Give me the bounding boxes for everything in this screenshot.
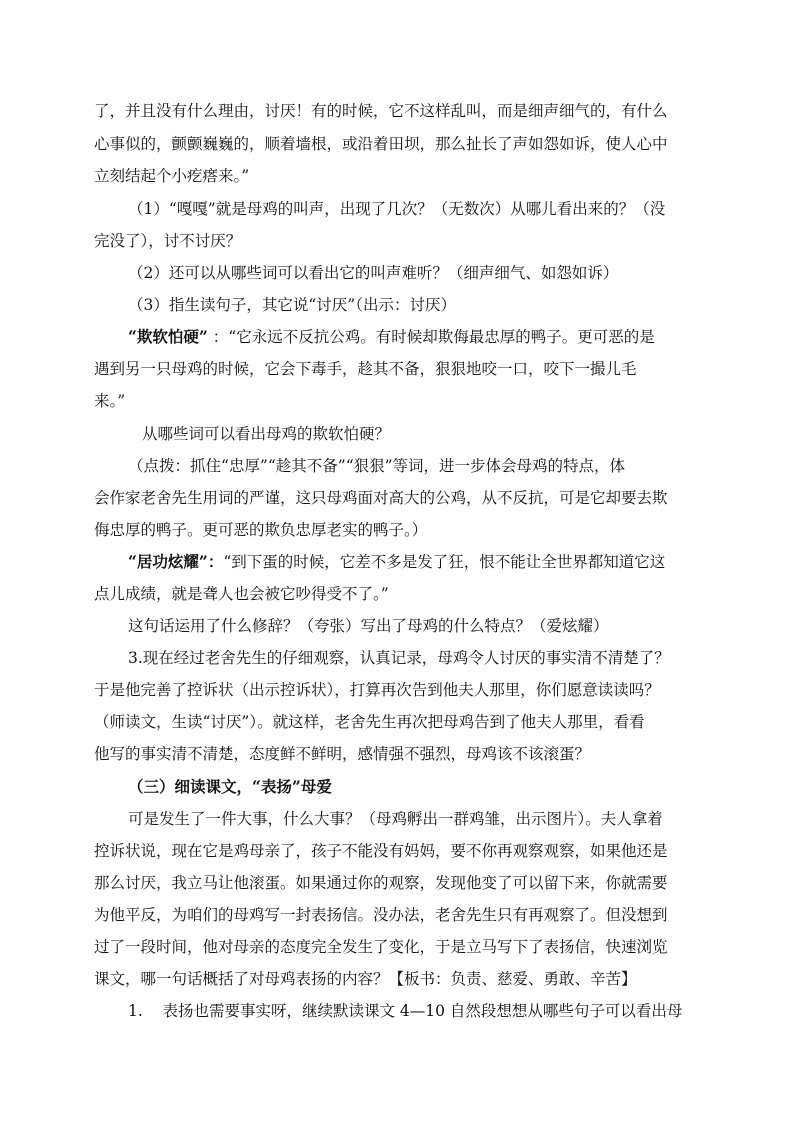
paragraph-line <box>128 548 794 576</box>
paragraph-line: 点儿成绩，就是聋人也会被它吵得受不了。” <box>94 585 389 603</box>
paragraph-line: （点拨：抓住“忠厚”“趁其不备”“狠狠”等词，进一步体会母鸡的特点，体 <box>128 457 626 475</box>
paragraph-line: 课文，哪一句话概括了对母鸡表扬的内容？【板书：负责、慈爱、勇敢、辛苦】 <box>94 970 637 988</box>
paragraph-line: 这句话运用了什么修辞？（夸张）写出了母鸡的什么特点？（爱炫耀） <box>128 617 609 635</box>
paragraph-line: 可是发生了一件大事，什么大事？（母鸡孵出一群鸡雏，出示图片）。夫人拿着 <box>128 810 663 828</box>
line-text: “到下蛋的时候，它差不多是发了狂，恨不能让全世界都知道它这 <box>223 553 666 571</box>
paragraph-line: 心事似的，颤颤巍巍的，顺着墙根，或沿着田坝，那么扯长了声如怨如诉，使人心中 <box>94 135 668 153</box>
paragraph-line: 立刻结起个小疙瘩来。” <box>94 167 250 185</box>
line-text: ：“它永远不反抗公鸡。有时候却欺侮最忠厚的鸭子。更可恶的是 <box>207 328 655 346</box>
paragraph-line: 控诉状说，现在它是鸡母亲了，孩子不能没有妈妈，要不你再观察观察，如果他还是 <box>94 842 668 860</box>
paragraph-line: 于是他完善了控诉状（出示控诉状），打算再次告到他夫人那里，你们愿意读读吗？ <box>94 681 660 699</box>
paragraph-line: 遇到另一只母鸡的时候，它会下毒手，趁其不备，狠狠地咬一口，咬下一撮儿毛 <box>94 360 637 378</box>
paragraph-line: 过了一段时间，他对母亲的态度完全发生了变化，于是立马写下了表扬信，快速浏览 <box>94 938 668 956</box>
section-heading: （三）细读课文，“表扬”母爱 <box>128 777 332 796</box>
bold-phrase: “欺软怕硬” <box>128 327 208 346</box>
paragraph-line: （1）“嘎嘎”就是母鸡的叫声，出现了几次？（无数次）从哪儿看出来的？（没 <box>128 200 666 218</box>
paragraph-line <box>128 323 794 351</box>
paragraph-line: （3）指生读句子，其它说“讨厌”（出示：讨厌） <box>128 296 456 314</box>
paragraph-line: 了，并且没有什么理由，讨厌！有的时候，它不这样乱叫，而是细声细气的，有什么 <box>94 102 668 120</box>
paragraph-line: 为他平反，为咱们的母鸡写一封表扬信。没办法，老舍先生只有再观察了。但没想到 <box>94 906 668 924</box>
paragraph-line: （2）还可以从哪些词可以看出它的叫声难听？（细声细气、如怨如诉） <box>128 264 619 282</box>
paragraph-line: 3.现在经过老舍先生的仔细观察，认真记录，母鸡令人讨厌的事实清不清楚了？ <box>128 649 670 667</box>
paragraph-line: 那么讨厌，我立马让他滚蛋。如果通过你的观察，发现他变了可以留下来，你就需要 <box>94 874 668 892</box>
paragraph-line: 会作家老舍先生用词的严谨，这只母鸡面对高大的公鸡，从不反抗，可是它却要去欺 <box>94 489 668 507</box>
bold-phrase: “居功炫耀”： <box>128 552 224 571</box>
paragraph-line: 他写的事实清不清楚，态度鲜不鲜明，感情强不强烈，母鸡该不该滚蛋？ <box>94 745 591 763</box>
paragraph-line: 侮忠厚的鸭子。更可恶的欺负忠厚老实的鸭子。） <box>94 521 428 539</box>
paragraph-line: 从哪些词可以看出母鸡的欺软怕硬？ <box>142 425 391 443</box>
paragraph-line: 1. 表扬也需要事实呀，继续默读课文 4—10 自然段想想从哪些句子可以看出母 <box>128 1002 683 1020</box>
paragraph-line: （师读文，生读“讨厌”）。就这样，老舍先生再次把母鸡告到了他夫人那里，看看 <box>94 713 645 731</box>
paragraph-line: 完没了），讨不讨厌？ <box>94 232 242 250</box>
paragraph-line: 来。” <box>94 392 126 410</box>
